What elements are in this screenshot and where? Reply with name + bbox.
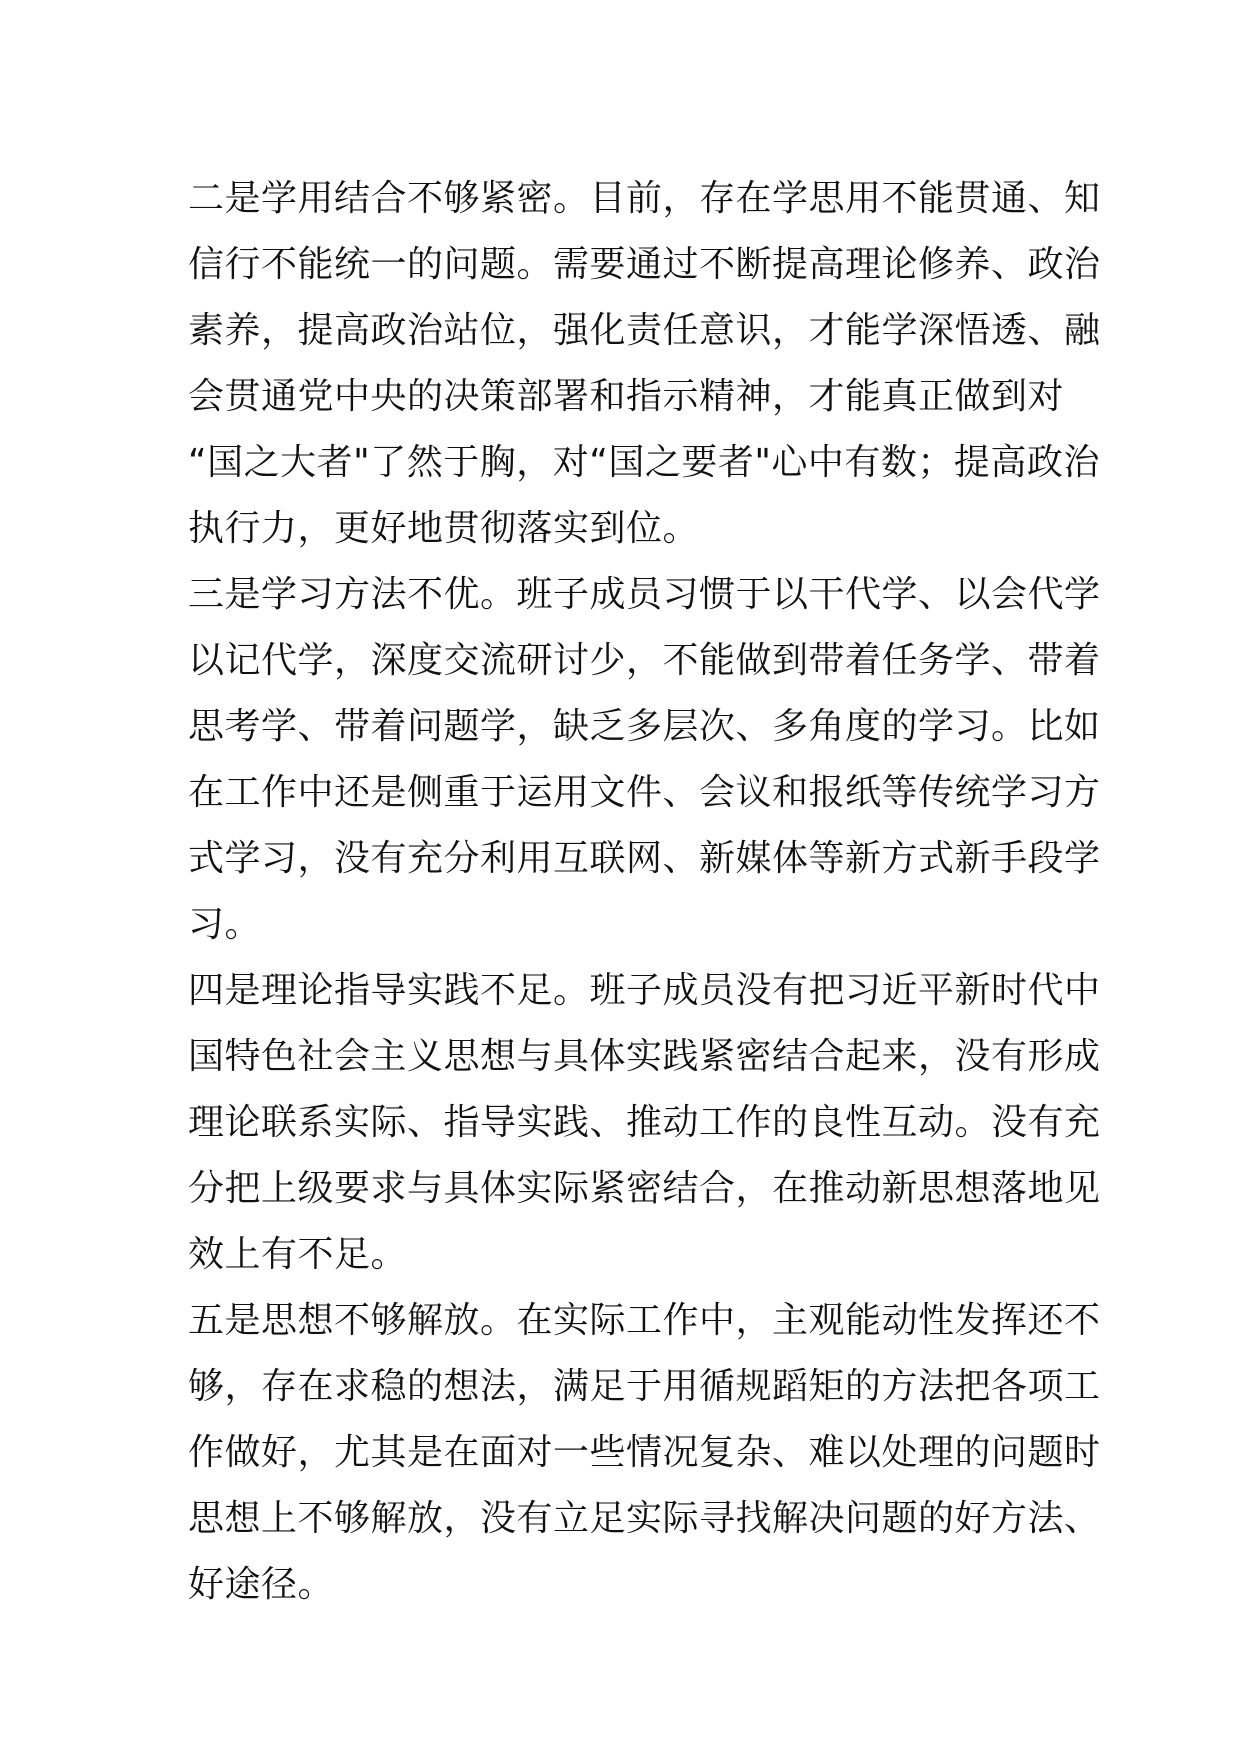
text-line: 会贯通党中央的决策部署和指示精神，才能真正做到对 xyxy=(188,376,1065,417)
text-line: 四是理论指导实践不足。班子成员没有把习近平新时代中 xyxy=(188,970,1101,1011)
text-line: 在工作中还是侧重于运用文件、会议和报纸等传统学习方 xyxy=(188,772,1101,813)
text-line: 够，存在求稳的想法，满足于用循规蹈矩的方法把各项工 xyxy=(188,1366,1101,1407)
text-line: 以记代学，深度交流研讨少，不能做到带着任务学、带着 xyxy=(188,640,1101,681)
text-line: 好途径。 xyxy=(188,1564,335,1605)
text-line: 思考学、带着问题学，缺乏多层次、多角度的学习。比如 xyxy=(188,706,1101,747)
paragraph-3 xyxy=(188,562,1101,958)
text-line: 信行不能统一的问题。需要通过不断提高理论修养、政治 xyxy=(188,244,1101,285)
text-line: “国之大者"了然于胸，对“国之要者"心中有数；提高政治 xyxy=(188,442,1100,483)
text-line: 三是学习方法不优。班子成员习惯于以干代学、以会代学 xyxy=(188,574,1101,615)
text-line: 理论联系实际、指导实践、推动工作的良性互动。没有充 xyxy=(188,1102,1101,1143)
text-line: 执行力，更好地贯彻落实到位。 xyxy=(188,508,700,549)
text-line: 思想上不够解放，没有立足实际寻找解决问题的好方法、 xyxy=(188,1498,1101,1539)
text-line: 式学习，没有充分利用互联网、新媒体等新方式新手段学 xyxy=(188,838,1101,879)
paragraph-5 xyxy=(188,1288,1101,1618)
text-line: 五是思想不够解放。在实际工作中，主观能动性发挥还不 xyxy=(188,1300,1101,1341)
text-line: 分把上级要求与具体实际紧密结合，在推动新思想落地见 xyxy=(188,1168,1101,1209)
paragraph-2 xyxy=(188,166,1101,562)
text-line: 素养，提高政治站位，强化责任意识，才能学深悟透、融 xyxy=(188,310,1101,351)
text-line: 效上有不足。 xyxy=(188,1234,408,1275)
text-line: 国特色社会主义思想与具体实践紧密结合起来，没有形成 xyxy=(188,1036,1101,1077)
paragraph-4 xyxy=(188,958,1101,1288)
document-body xyxy=(188,166,1101,1618)
text-line: 二是学用结合不够紧密。目前，存在学思用不能贯通、知 xyxy=(188,178,1101,219)
text-line: 作做好，尤其是在面对一些情况复杂、难以处理的问题时 xyxy=(188,1432,1101,1473)
text-line: 习。 xyxy=(188,904,262,945)
